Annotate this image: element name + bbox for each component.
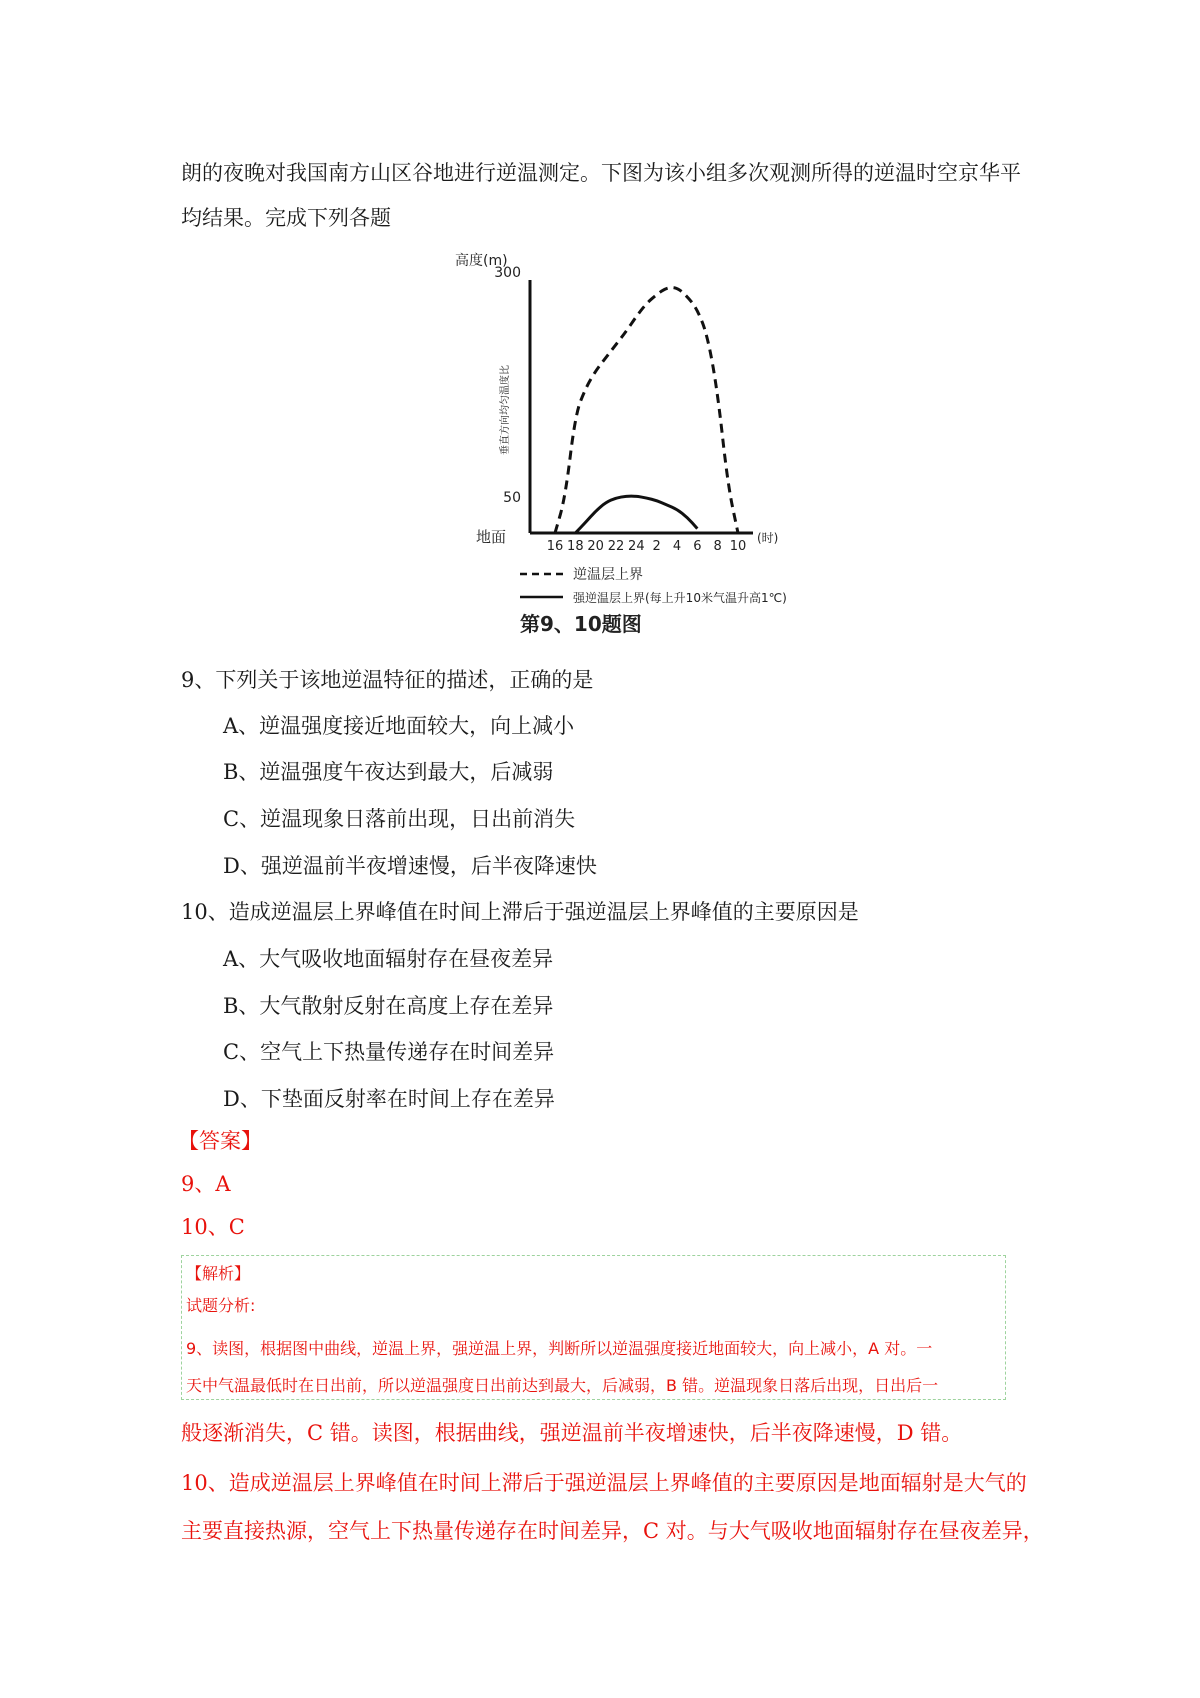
q9-option-a: A、逆温强度接近地面较大，向上减小 [223,714,575,738]
chart-xtick-8: 8 [713,539,722,554]
answer-label: 【答案】 [178,1129,262,1153]
chart-xtick-18: 18 [567,539,584,554]
legend-inversion-upper: 逆温层上界 [573,567,643,583]
q10-option-c: C、空气上下热量传递存在时间差异 [223,1040,555,1064]
answer-9: 9、A [181,1172,231,1196]
chart-ylabel-top: 高度(m) [455,253,508,269]
q9-option-d: D、强逆温前半夜增速慢，后半夜降速快 [223,854,597,878]
analysis-cont-3: 主要直接热源，空气上下热量传递存在时间差异，C 对。与大气吸收地面辐射存在昼夜差异， [181,1519,1044,1543]
q10-option-a: A、大气吸收地面辐射存在昼夜差异 [223,947,554,971]
chart-xtick-22: 22 [607,539,625,554]
chart-caption: 第9、10题图 [520,612,642,636]
chart-ylabel-side: 垂直方向均匀温度比 [500,365,511,455]
analysis-label: 【解析】 [186,1264,251,1283]
analysis-cont-2: 10、造成逆温层上界峰值在时间上滞后于强逆温层上界峰值的主要原因是地面辐射是大气的 [181,1471,1027,1495]
q10-stem: 10、造成逆温层上界峰值在时间上滞后于强逆温层上界峰值的主要原因是 [181,900,859,924]
analysis-cont-1: 般逐渐消失，C 错。读图，根据曲线，强逆温前半夜增速快，后半夜降速慢，D 错。 [181,1421,963,1445]
chart-x-unit: (时) [757,531,779,545]
analysis-box [181,1255,1006,1400]
chart-xtick-20: 20 [587,539,604,554]
chart-legend [520,567,787,605]
chart-xtick-10: 10 [729,539,747,554]
series-inversion-upper-line [555,288,738,533]
series-strong-inversion-upper-line [575,496,697,533]
inversion-chart [455,250,810,640]
chart-ytick-300: 300 [494,265,521,281]
analysis-line-1: 9、读图，根据图中曲线，逆温上界，强逆温上界，判断所以逆温强度接近地面较大，向上减小，A 对。一 [186,1339,933,1358]
intro-line-2: 均结果。完成下列各题 [181,206,391,230]
intro-line-1: 朗的夜晚对我国南方山区谷地进行逆温测定。下图为该小组多次观测所得的逆温时空京华平 [181,161,1021,185]
q9-stem: 9、下列关于该地逆温特征的描述，正确的是 [181,668,594,692]
q9-option-c: C、逆温现象日落前出现，日出前消失 [223,807,576,831]
answer-10: 10、C [181,1215,245,1239]
chart-ytick-50: 50 [503,490,521,506]
chart-xtick-2: 2 [652,539,661,554]
q9-option-b: B、逆温强度午夜达到最大，后减弱 [223,760,554,784]
q10-option-d: D、下垫面反射率在时间上存在差异 [223,1087,555,1111]
analysis-line-2: 天中气温最低时在日出前，所以逆温强度日出前达到最大，后减弱，B 错。逆温现象日落后出现，日出后一 [186,1376,939,1395]
chart-ground-label: 地面 [475,528,507,546]
chart-xtick-6: 6 [693,539,702,554]
chart-xtick-16: 16 [546,539,564,554]
legend-strong-inversion-upper: 强逆温层上界(每上升10米气温升高1℃) [573,591,787,605]
analysis-sub: 试题分析: [186,1296,256,1315]
q10-option-b: B、大气散射反射在高度上存在差异 [223,994,554,1018]
chart-svg [455,250,810,640]
chart-x-ticks [547,539,747,554]
chart-xtick-24: 24 [628,539,645,554]
chart-xtick-4: 4 [672,539,682,554]
